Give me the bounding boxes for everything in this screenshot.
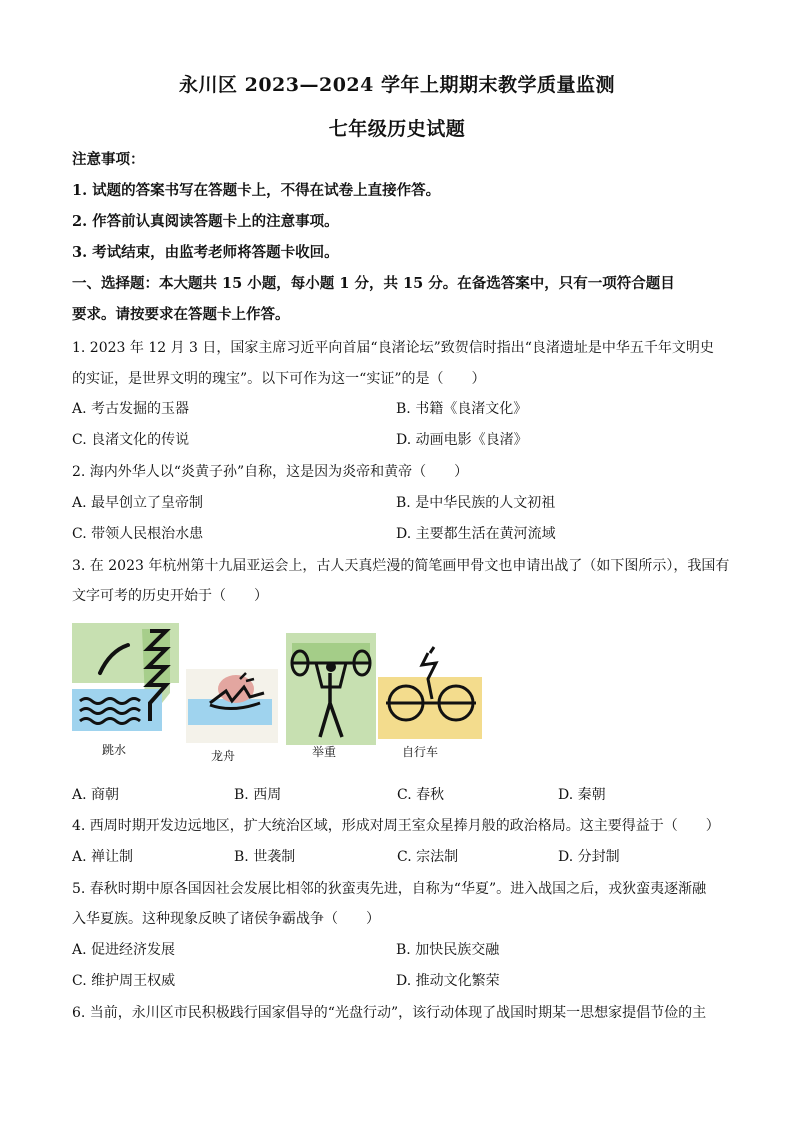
oracle-bone-pictograms bbox=[72, 623, 484, 766]
question-1-stem-cont: 的实证，是世界文明的瑰宝”。以下可作为这一“实证”的是（ ） bbox=[72, 371, 486, 387]
exam-title: 永川区 2023—2024 学年上期期末教学质量监测 bbox=[179, 74, 615, 96]
q3-option-c: C. 春秋 bbox=[397, 787, 445, 803]
q4-option-a: A. 禅让制 bbox=[72, 849, 134, 865]
question-6-stem: 6. 当前，永川区市民积极践行国家倡导的“光盘行动”，该行动体现了战国时期某一思想家提倡节俭的主 bbox=[72, 1005, 707, 1021]
q1-option-b: B. 书籍《良渚文化》 bbox=[396, 401, 528, 417]
notes-heading: 注意事项： bbox=[72, 151, 145, 168]
q2-option-b: B. 是中华民族的人文初祖 bbox=[396, 495, 556, 511]
label-dragon-boat: 龙舟 bbox=[211, 749, 236, 763]
note-item: 1. 试题的答案书写在答题卡上，不得在试卷上直接作答。 bbox=[72, 182, 441, 199]
section-heading-cont: 要求。请按要求在答题卡上作答。 bbox=[72, 306, 290, 323]
q3-option-d: D. 秦朝 bbox=[558, 787, 606, 803]
q2-option-d: D. 主要都生活在黄河流域 bbox=[396, 526, 556, 542]
q3-option-a: A. 商朝 bbox=[72, 787, 120, 803]
label-diving: 跳水 bbox=[102, 743, 127, 757]
q5-option-a: A. 促进经济发展 bbox=[72, 942, 176, 958]
question-4-stem: 4. 西周时期开发边远地区，扩大统治区域，形成对周王室众星捧月般的政治格局。这主要得益于（ ） bbox=[72, 818, 720, 834]
question-1-stem: 1. 2023 年 12 月 3 日，国家主席习近平向首届“良渚论坛”致贺信时指出“良渚遗址是中华五千年文明史 bbox=[72, 340, 714, 356]
label-cycling: 自行车 bbox=[402, 745, 439, 759]
q5-option-c: C. 维护周王权威 bbox=[72, 973, 176, 989]
q2-option-c: C. 带领人民根治水患 bbox=[72, 526, 204, 542]
q5-option-d: D. 推动文化繁荣 bbox=[396, 973, 500, 989]
question-5-stem: 5. 春秋时期中原各国因社会发展比相邻的狄蛮夷先进，自称为“华夏”。进入战国之后，戎狄蛮夷逐渐融 bbox=[72, 881, 707, 897]
q4-option-b: B. 世袭制 bbox=[234, 849, 296, 865]
q2-option-a: A. 最早创立了皇帝制 bbox=[72, 495, 204, 511]
q3-option-b: B. 西周 bbox=[234, 787, 282, 803]
question-3-stem-cont: 文字可考的历史开始于（ ） bbox=[72, 588, 268, 604]
q5-option-b: B. 加快民族交融 bbox=[396, 942, 500, 958]
q4-option-c: C. 宗法制 bbox=[397, 849, 459, 865]
note-item: 2. 作答前认真阅读答题卡上的注意事项。 bbox=[72, 213, 339, 230]
note-item: 3. 考试结束，由监考老师将答题卡收回。 bbox=[72, 244, 339, 261]
q1-option-c: C. 良渚文化的传说 bbox=[72, 432, 190, 448]
section-heading: 一、选择题：本大题共 15 小题，每小题 1 分，共 15 分。在备选答案中，只有一项符合题目 bbox=[72, 275, 675, 292]
q4-option-d: D. 分封制 bbox=[558, 849, 620, 865]
label-weightlifting: 举重 bbox=[312, 745, 337, 759]
q1-option-d: D. 动画电影《良渚》 bbox=[396, 432, 528, 448]
question-2-stem: 2. 海内外华人以“炎黄子孙”自称，这是因为炎帝和黄帝（ ） bbox=[72, 464, 469, 480]
question-3-stem: 3. 在 2023 年杭州第十九届亚运会上，古人天真烂漫的简笔画甲骨文也申请出战了（如下图所示），我国有 bbox=[72, 558, 730, 574]
question-5-stem-cont: 入华夏族。这种现象反映了诸侯争霸战争（ ） bbox=[72, 911, 380, 927]
exam-subtitle: 七年级历史试题 bbox=[328, 118, 466, 140]
q1-option-a: A. 考古发掘的玉器 bbox=[72, 401, 190, 417]
